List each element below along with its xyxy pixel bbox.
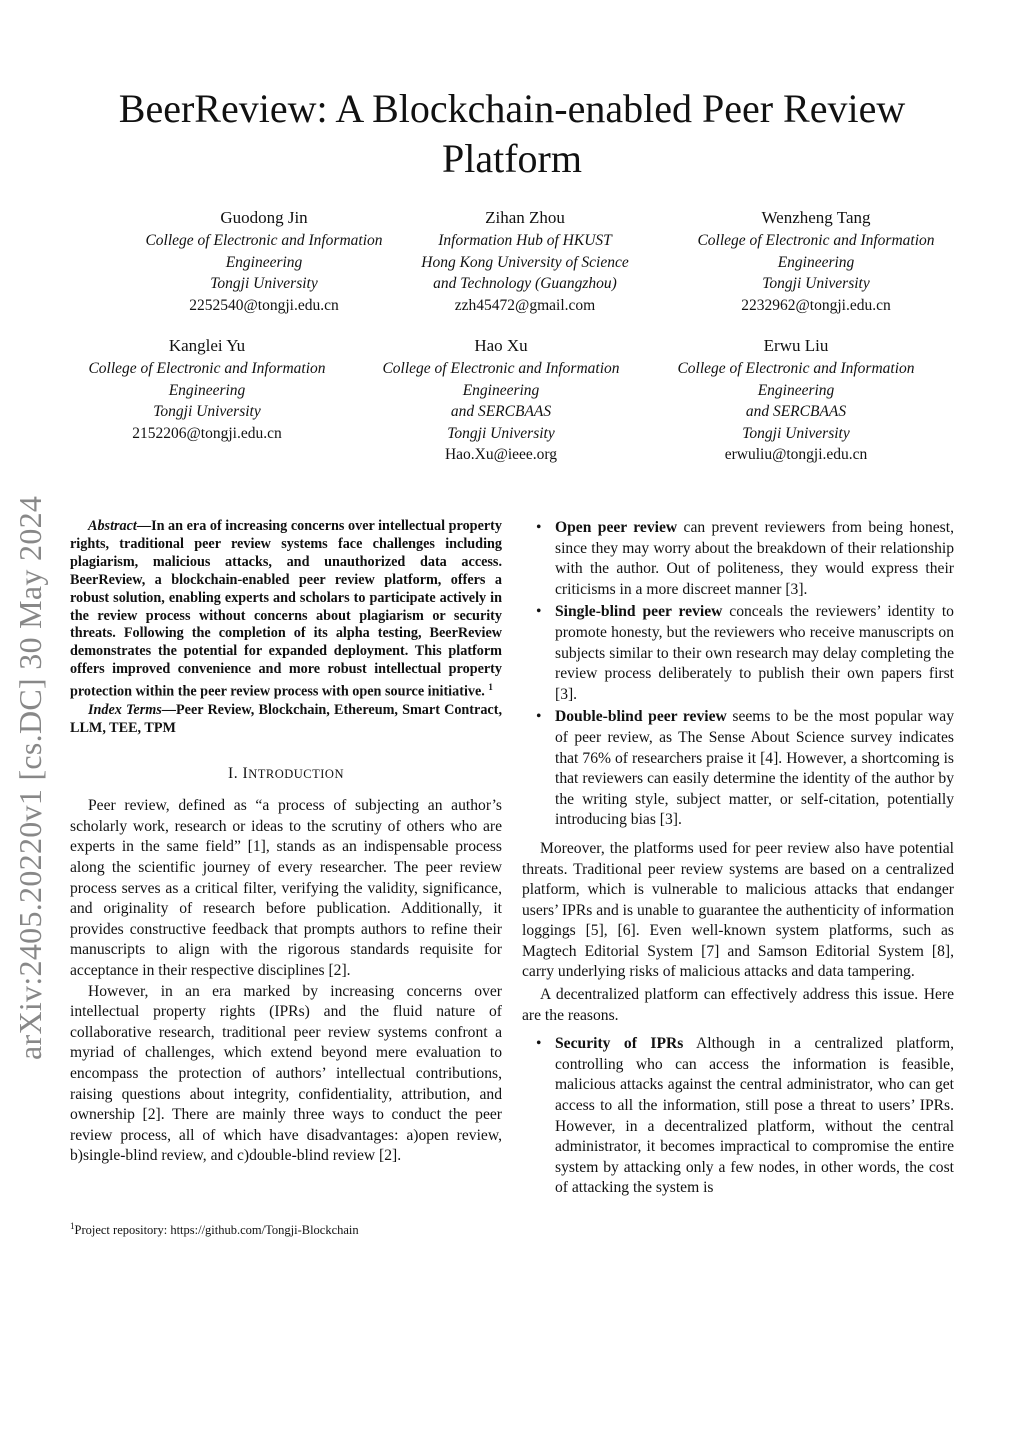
author-affiliation: Engineering bbox=[462, 381, 540, 399]
abstract: Abstract—In an era of increasing concerns over intellectual property rights, traditional peer review systems face challenges including plagiarism, malicious attacks, and unauthorized data access. BeerReview, a blockchain-enabled peer review platform, offers a robust solution, enabling experts and scholars to participate actively in the review process without concerns about plagiarism or security threats. Following the completion of its alpha testing, BeerReview demonstrates the potential for expanded deployment. This platform offers improved convenience and more robust intellectual property protection within the peer review process with open source initiative. $^1$ bbox=[70, 518, 502, 700]
author-name: Zihan Zhou bbox=[485, 208, 565, 227]
author-email: erwuliu@tongji.edu.cn bbox=[724, 446, 868, 463]
author-name: Wenzheng Tang bbox=[761, 208, 871, 227]
index-terms-label: Index Terms bbox=[88, 701, 162, 718]
author-affiliation: Tongji University bbox=[762, 275, 870, 292]
author-affiliation: Engineering bbox=[777, 253, 855, 271]
list-item-text: seems to be the most popular way of peer review, as The Sense About Science survey indicates that 76% of researchers praise it [4]. However, a shortcoming is that reviewers can easily determine the identity of the author by the writing style, subject matter, or self-citation, potentially introducing bias [3]. bbox=[555, 708, 954, 829]
author-name: Guodong Jin bbox=[220, 208, 308, 227]
author-email: 2152206@tongji.edu.cn bbox=[132, 424, 282, 442]
author-block bbox=[640, 334, 952, 466]
author-affiliation: and SERCBAAS bbox=[450, 403, 552, 420]
list-item-term: Open peer review bbox=[555, 519, 678, 536]
paper-title: BeerReview: A Blockchain-enabled Peer Review Platform bbox=[118, 86, 906, 181]
section-title-rest: NTRODUCTION bbox=[248, 766, 344, 781]
reasons-list bbox=[522, 1034, 954, 1199]
author-name: Erwu Liu bbox=[763, 336, 829, 355]
right-column bbox=[522, 518, 954, 1201]
list-item-text: Although in a centralized platform, controlling who can access the information is feasible, malicious attacks against the central administrator, who can get access to all the information, still pose a threat to users’ IPRs. However, in a decentralized platform, without the central administrator, it becomes impractical to compromise the entire system by attacking only a few nodes, in other words, the cost of attacking the system is bbox=[555, 1035, 954, 1197]
author-affiliation: Information Hub of HKUST bbox=[438, 232, 612, 249]
footnote-mark: 1 bbox=[70, 1221, 75, 1231]
footnote bbox=[70, 1218, 510, 1238]
author-affiliation: College of Electronic and Information bbox=[677, 360, 915, 377]
list-item bbox=[522, 1034, 954, 1199]
arxiv-identifier: arXiv:2405.20220v1 [cs.DC] 30 May 2024 bbox=[12, 495, 48, 1060]
abstract-label: Abstract bbox=[88, 518, 137, 534]
author-affiliation: Hong Kong University of Science bbox=[421, 253, 629, 271]
author-block bbox=[52, 334, 362, 444]
paragraph: A decentralized platform can effectively address this issue. Here are the reasons. bbox=[522, 986, 954, 1024]
paragraph: Peer review, defined as “a process of subjecting an author’s scholarly work, research or ideas to the scrutiny of others who are experts in the same field” [1], stands as an indispensable process along the scientific journey of every researcher. The peer review process serves as a critical filter, verifying the validity, significance, and originality of research before publication. Additionally, it provides constructive feedback that prompts authors to refine their manuscripts to align with the rigorous standards requisite for acceptance in their respective disciplines [2]. bbox=[70, 797, 502, 979]
footnote-text: Project repository: https://github.com/Tongji-Blockchain bbox=[74, 1223, 359, 1238]
author-affiliation: College of Electronic and Information bbox=[697, 232, 935, 249]
bullet-icon: • bbox=[536, 1035, 542, 1053]
paragraph: Moreover, the platforms used for peer review also have potential threats. Traditional peer review systems are based on a centralized platform, which is vulnerable to malicious attacks that endanger users’ IPRs and is unable to guarantee the authenticity of information loggings [5], [6]. Even well-known system platforms, such as Magtech Editorial System [7] and Samson Editorial System [8], carry underlying risks of malicious attacks and data tampering. bbox=[522, 839, 954, 981]
list-item-term: Security of IPRs bbox=[555, 1035, 684, 1053]
author-block bbox=[346, 334, 656, 466]
author-affiliation: and SERCBAAS bbox=[745, 403, 847, 420]
index-terms-text: Peer Review, Blockchain, Ethereum, Smart Contract, LLM, TEE, TPM bbox=[70, 701, 502, 736]
list-item bbox=[522, 707, 954, 831]
left-column bbox=[70, 518, 502, 1167]
author-affiliation: College of Electronic and Information bbox=[382, 360, 620, 377]
author-affiliation: Tongji University bbox=[447, 424, 555, 442]
author-email: Hao.Xu@ieee.org bbox=[444, 446, 558, 463]
list-item-text: conceals the reviewers’ identity to promote honesty, but the reviewers who receive manuscripts on subjects similar to their own research may delay completing the review process deliberately to publish their own papers first [3]. bbox=[555, 603, 954, 703]
author-block bbox=[648, 206, 984, 316]
author-email: 2252540@tongji.edu.cn bbox=[189, 296, 339, 314]
author-affiliation: Engineering bbox=[757, 381, 835, 399]
list-item-text: can prevent reviewers from being honest, since they may worry about the breakdown of their relationship with the author. Out of politeness, they would express their criticisms in a more discreet manner [3]. bbox=[555, 519, 954, 598]
footnote-mark: 1 bbox=[488, 682, 493, 693]
abstract-text: In an era of increasing concerns over intellectual property rights, traditional peer review systems face challenges including plagiarism, malicious attacks, and unauthorized data access. BeerReview, a blockchain-enabled peer review platform, offers a robust solution, enabling experts and scholars to participate actively in the review process without concerns about plagiarism or security threats. Following the completion of its alpha testing, BeerReview demonstrates the potential for expanded deployment. This platform offers improved convenience and more robust intellectual property protection within the peer review process with open source initiative. bbox=[70, 518, 502, 700]
author-name: Kanglei Yu bbox=[168, 336, 246, 355]
author-name: Hao Xu bbox=[474, 336, 528, 355]
section-number: I. bbox=[228, 764, 239, 782]
review-type-list bbox=[522, 518, 954, 831]
author-affiliation: Tongji University bbox=[210, 275, 318, 292]
author-email: zzh45472@gmail.com bbox=[454, 296, 596, 314]
author-affiliation: Engineering bbox=[225, 253, 303, 271]
footnote-rule bbox=[70, 1210, 190, 1211]
bullet-icon: • bbox=[536, 519, 542, 536]
author-affiliation: and Technology (Guangzhou) bbox=[433, 275, 617, 292]
author-affiliation: Engineering bbox=[168, 381, 246, 399]
bullet-icon: • bbox=[536, 603, 542, 621]
section-title-first: I bbox=[242, 764, 249, 782]
list-item-term: Single-blind peer review bbox=[555, 603, 723, 621]
author-affiliation: College of Electronic and Information bbox=[145, 232, 383, 249]
list-item-term: Double-blind peer review bbox=[555, 708, 727, 726]
index-terms: Index Terms—Peer Review, Blockchain, Ethereum, Smart Contract, LLM, TEE, TPM bbox=[70, 701, 502, 736]
author-block bbox=[380, 206, 670, 316]
author-email: 2232962@tongji.edu.cn bbox=[741, 296, 891, 314]
author-affiliation: College of Electronic and Information bbox=[88, 360, 326, 377]
list-item bbox=[522, 518, 954, 600]
list-item bbox=[522, 602, 954, 705]
paragraph: However, in an era marked by increasing concerns over intellectual property rights (IPRs) and the fluid nature of collaborative research, traditional peer review systems confront a myriad of challenges, which extend beyond mere evaluation to encompass the protection of authors’ intellectual contributions, raising questions about integrity, confidentiality, attribution, and ownership [2]. There are mainly three ways to conduct the peer review process, all of which have disadvantages: a)open review, b)single-blind review, and c)double-blind review [2]. bbox=[70, 982, 502, 1165]
author-affiliation: Tongji University bbox=[153, 403, 261, 420]
author-affiliation: Tongji University bbox=[742, 424, 850, 442]
bullet-icon: • bbox=[536, 708, 542, 726]
section-heading bbox=[70, 764, 502, 785]
